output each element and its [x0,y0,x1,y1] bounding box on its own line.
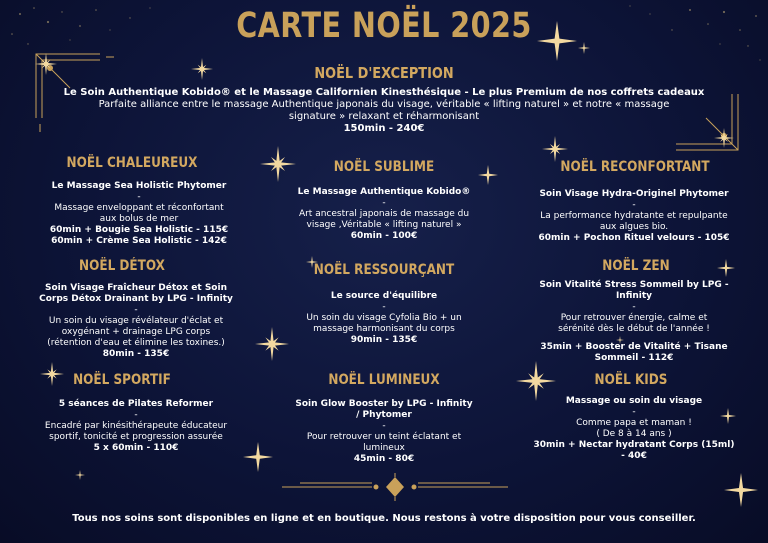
card-price: 60min + Bougie Sea Holistic - 115€ [49,225,229,235]
card-desc: visage ,Véritable « lifting naturel » [306,220,462,230]
card-desc: Pour retrouver énergie, calme et [560,313,708,323]
card-desc: oxygénant + drainage LPG corps [61,327,211,337]
card-price: 90min - 135€ [350,335,418,345]
card-name: Soin Vitalité Stress Sommeil by LPG - [539,280,729,290]
section-heading-lumineux: NOËL LUMINEUX [328,372,440,388]
card-chaleureux [26,181,252,247]
card-desc: Comme papa et maman ! [576,418,692,428]
exception-price: 150min - 240€ [343,123,425,134]
card-name: 5 séances de Pilates Reformer [58,399,214,409]
exception-desc-1: Parfaite alliance entre le massage Authentique japonais du visage, véritable « lifting naturel » et notre « massage [98,99,670,110]
card-zen [516,280,752,364]
spacer [516,335,752,342]
card-desc: La performance hydratante et repulpante [540,211,728,221]
sparkle-star-icon [724,473,758,507]
card-ressourcant [276,291,492,346]
sparkle-star-icon [717,259,735,277]
page-title: CARTE NOËL 2025 [236,6,532,46]
card-name: Massage ou soin du visage [565,396,703,406]
card-desc: Un soin du visage révélateur d'éclat et [48,316,224,326]
card-reconfortant [516,189,752,244]
card-desc: Pour retrouver un teint éclatant et [306,432,462,442]
card-dash: - [382,198,386,208]
card-detox [18,283,254,360]
card-sportif [18,399,254,454]
card-lumineux [276,399,492,465]
section-heading-kids: NOËL KIDS [594,372,668,388]
card-price: 60min + Crème Sea Holistic - 142€ [51,236,227,246]
card-price: 80min - 135€ [102,349,170,359]
exception-title: Le Soin Authentique Kobido® et le Massage Californien Kinesthésique - Le plus Premium de nos coffrets cadeaux [63,87,705,98]
card-dash: - [632,302,636,312]
section-heading-ressourcant: NOËL RESSOURÇANT [313,262,455,278]
sparkle-star-icon [260,146,296,182]
card-price: 45min - 80€ [353,454,415,464]
section-heading-reconfortant: NOËL RECONFORTANT [560,159,710,175]
card-dash: - [134,305,138,315]
card-price: 60min - 100€ [350,231,418,241]
sparkle-star-icon [478,165,498,185]
card-name: / Phytomer [356,410,412,420]
card-name: Infinity [615,291,653,301]
card-price: 60min + Pochon Rituel velours - 105€ [538,233,730,243]
card-kids [516,396,752,462]
card-name: Soin Visage Fraîcheur Détox et Soin [45,283,227,293]
section-heading-sportif: NOËL SPORTIF [73,372,171,388]
card-desc: aux bolus de mer [99,214,179,224]
sparkle-star-icon [75,470,85,480]
card-dash: - [382,421,386,431]
exception-desc-2: signature » relaxant et réharmonisant [288,111,480,122]
exception-block [30,87,738,135]
card-name: Le Massage Authentique Kobido® [297,187,471,197]
card-desc: Art ancestral japonais de massage du [298,209,470,219]
sparkle-star-icon [516,361,556,401]
card-price: 5 x 60min - 110€ [93,443,179,453]
card-desc: sportif, tonicité et progression assurée [49,432,223,442]
card-desc: Encadré par kinésithérapeute éducateur [44,421,228,431]
divider-ornament [282,473,508,501]
card-dash: - [632,407,636,417]
card-desc: ( De 8 à 14 ans ) [596,429,672,439]
card-name: Le source d'équilibre [330,291,438,301]
card-desc: Massage enveloppant et réconfortant [54,203,224,213]
section-heading-exception: NOËL D'EXCEPTION [314,64,454,82]
card-desc: (rétention d'eau et élimine les toxines.) [47,338,225,348]
card-price: - 40€ [621,451,647,461]
card-price: 35min + Booster de Vitalité + Tisane [540,342,728,352]
footer-note: Tous nos soins sont disponibles en ligne et en boutique. Nous restons à votre disposition pour vous conseiller. [72,513,696,524]
card-sublime [276,187,492,242]
card-desc: sérénité dès le début de l'année ! [558,324,710,334]
card-dash: - [382,302,386,312]
card-name: Le Massage Sea Holistic Phytomer [51,181,227,191]
section-heading-zen: NOËL ZEN [602,258,670,274]
card-dash: - [134,410,138,420]
card-desc: aux algues bio. [599,222,669,232]
card-desc: massage harmonisant du corps [313,324,455,334]
card-dash: - [137,192,141,202]
card-price: 30min + Nectar hydratant Corps (15ml) [533,440,735,450]
card-dash: - [632,200,636,210]
card-name: Corps Détox Drainant by LPG - Infinity [39,294,233,304]
card-desc: lumineux [363,443,405,453]
section-heading-chaleureux: NOËL CHALEUREUX [66,155,198,171]
card-price: Sommeil - 112€ [594,353,674,363]
section-heading-sublime: NOËL SUBLIME [333,159,435,175]
card-name: Soin Visage Hydra-Originel Phytomer [539,189,729,199]
card-desc: Un soin du visage Cyfolia Bio + un [306,313,462,323]
card-name: Soin Glow Booster by LPG - Infinity [295,399,473,409]
section-heading-detox: NOËL DÉTOX [79,258,165,274]
